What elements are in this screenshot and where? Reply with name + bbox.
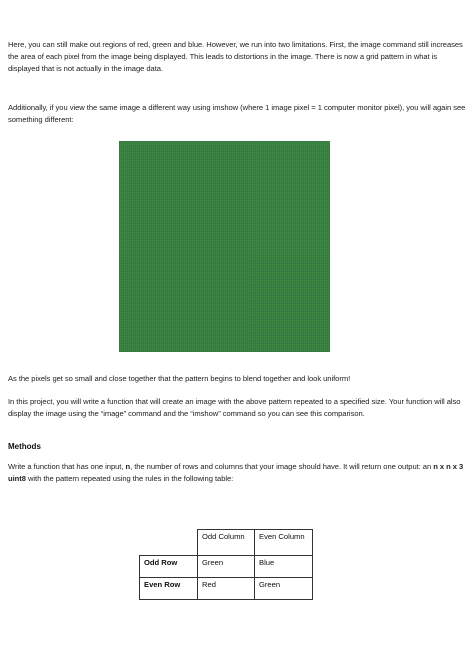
- methods-text-1: Write a function that has one input,: [8, 462, 126, 471]
- paragraph-limitations: Here, you can still make out regions of red, green and blue. However, we run into two limitations. First, the image command still increases the area of each pixel from the image being displayed. This leads to distortions in the image. There is now a grid pattern in what is displayed that is not actually in the image data.: [8, 40, 463, 74]
- table-header-odd-column: Odd Column: [198, 530, 255, 556]
- table-row-label: Odd Row: [140, 556, 198, 578]
- paragraph-blend: As the pixels get so small and close together that the pattern begins to blend together and look uniform!: [8, 374, 351, 383]
- pattern-table: [139, 529, 313, 600]
- paragraph-methods: [8, 461, 468, 485]
- table-header-even-column: Even Column: [255, 530, 313, 556]
- methods-n: n: [125, 462, 131, 471]
- table-cell: Red: [198, 578, 255, 600]
- table-row-label: Even Row: [140, 578, 198, 600]
- table-header-row: [140, 530, 313, 556]
- table-row: [140, 578, 313, 600]
- table-row: [140, 556, 313, 578]
- green-pattern-image: [119, 141, 330, 352]
- table-corner-cell: [140, 530, 198, 556]
- methods-heading: Methods: [8, 442, 41, 451]
- methods-text-2: , the number of rows and columns that your image should have. It will return one output: an: [130, 462, 434, 471]
- paragraph-imshow: Additionally, if you view the same image a different way using imshow (where 1 image pixel = 1 computer monitor pixel), you will again see something different:: [8, 103, 466, 125]
- table-cell: Green: [198, 556, 255, 578]
- table-cell: Green: [255, 578, 313, 600]
- paragraph-project: In this project, you will write a function that will create an image with the above pattern repeated to a specified size. Your function will also display the image using the “image” command and the “imshow” command so you can see this comparison.: [8, 397, 461, 419]
- table-cell: Blue: [255, 556, 313, 578]
- methods-type: n x n x 3 uint8: [8, 462, 464, 484]
- methods-text-3: with the pattern repeated using the rules in the following table:: [25, 474, 234, 484]
